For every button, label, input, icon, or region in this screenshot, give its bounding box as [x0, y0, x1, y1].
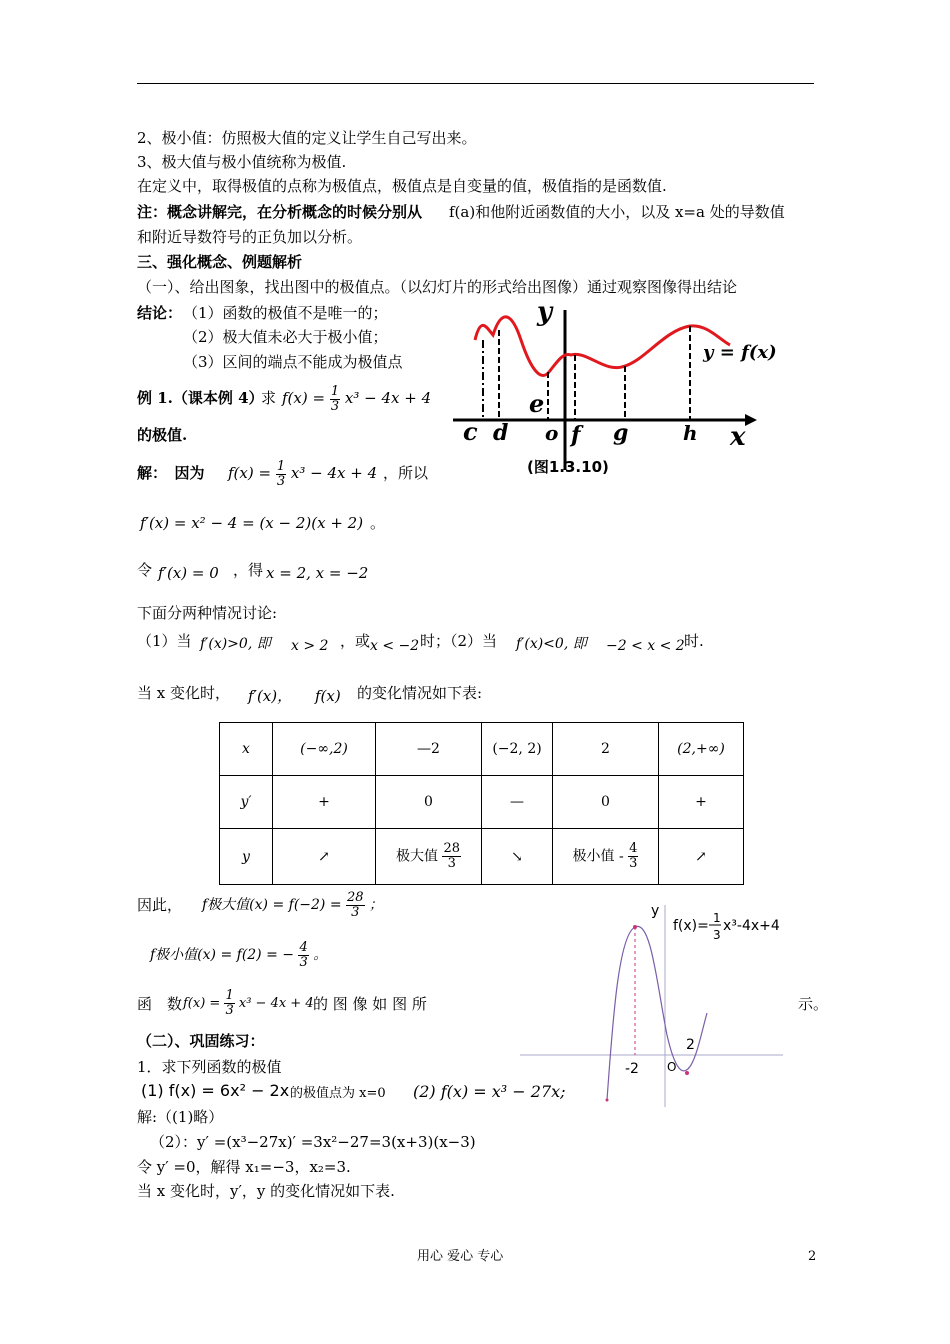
x-axis-arrow	[745, 414, 757, 426]
curve-f	[475, 317, 730, 376]
case-1-d: ，或	[340, 632, 371, 650]
table-cell-max: 极大值 $\frac{28}{3}$	[376, 829, 482, 885]
case-2-b: f′(x)<0, 即	[516, 636, 587, 652]
solution-label: 解： 因为	[137, 464, 205, 482]
practice-1: 1．求下列函数的极值	[137, 1058, 282, 1076]
example-1-end: 的极值.	[137, 426, 188, 444]
figure-cubic-graph	[515, 895, 790, 1110]
line-note-cont: 和附近导数符号的正负加以分析。	[137, 228, 363, 246]
conclusion-label: 结论：	[137, 304, 183, 322]
fmin-expr: f极小值(x) = f(2) = − $\frac{4}{3}$ 。	[150, 939, 328, 970]
when-b: f′(x)，	[248, 687, 293, 705]
footer-center: 用心 爱心 专心	[417, 1249, 504, 1264]
line-note-bold: 注：概念讲解完，在分析概念的时候分别从	[137, 203, 423, 221]
line-part-one: （一）、给出图象，找出图中的极值点。（以幻灯片的形式给出图像）通过观察图像得出结论	[137, 278, 738, 296]
section-heading-3: 三、强化概念、例题解析	[137, 253, 303, 271]
figure-extrema-graph	[445, 300, 785, 485]
ling-label: 令	[137, 561, 153, 579]
graph-sentence-fx: f(x) = $\frac{1}{3}$ x³ − 4x + 4	[183, 988, 314, 1018]
line-definition-note: 在定义中，取得极值的点称为极值点，极值点是自变量的值，极值指的是函数值.	[137, 177, 667, 195]
when-c: f(x)	[315, 687, 341, 705]
table-cell: —2	[376, 723, 482, 776]
roots: x = 2, x = −2	[266, 564, 369, 582]
example-1-ask: 求	[261, 389, 277, 407]
derivative-line: f′(x) = x² − 4 = (x − 2)(x + 2)	[140, 514, 364, 532]
case-1-f: 时；（2）当	[420, 632, 498, 650]
fig1-point-c: c	[463, 417, 478, 446]
derivative-end: 。	[370, 514, 386, 532]
fig1-point-f: f	[571, 422, 581, 448]
fig1-point-d: d	[493, 420, 509, 446]
conclusion-2: （2）极大值未必大于极小值；	[183, 328, 388, 346]
table-row	[220, 829, 744, 885]
solution-2-step-3: 当 x 变化时，y′，y 的变化情况如下表.	[137, 1182, 395, 1200]
fig2-curve	[607, 926, 707, 1100]
fig1-point-h: h	[683, 421, 698, 445]
case-1-e: x < −2	[370, 638, 420, 654]
ling-eq: f′(x) = 0	[158, 564, 219, 582]
case-1-a: （1）当	[137, 632, 192, 650]
table-cell: x	[220, 723, 273, 776]
fig1-ylabel: y	[537, 300, 553, 327]
fmax-expr: f极大值(x) = f(−2) = $\frac{28}{3}$ ；	[202, 889, 384, 920]
graph-sentence-b: 的 图 像 如 图 所	[313, 995, 427, 1013]
line-extremum-def: 3、极大值与极小值统称为极值.	[137, 153, 347, 171]
table-row	[220, 723, 744, 776]
fig1-point-e: e	[529, 389, 545, 418]
line-note-rest: f(a)和他附近函数值的大小，以及 x=a 处的导数值	[449, 203, 785, 221]
table-cell: 0	[376, 776, 482, 829]
graph-sentence-a: 函 数	[137, 995, 183, 1013]
table-cell: 0	[553, 776, 659, 829]
example-1-label: 例 1.（课本例 4）	[137, 389, 264, 407]
solution-so: ，所以	[383, 464, 429, 482]
conclusion-1: （1）函数的极值不是唯一的；	[183, 304, 388, 322]
fig1-point-g: g	[613, 420, 629, 446]
footer-page-number: 2	[808, 1249, 817, 1264]
table-cell: 2	[553, 723, 659, 776]
table-cell: y′	[220, 776, 273, 829]
case-2-d: 时.	[684, 632, 704, 650]
case-2-c: −2 < x < 2	[606, 638, 685, 654]
fig1-xlabel: x	[730, 422, 746, 452]
table-cell: (2,+∞)	[659, 723, 744, 776]
table-cell: y	[220, 829, 273, 885]
table-cell-min: 极小值 - $\frac{4}{3}$	[553, 829, 659, 885]
table-cell: ↗	[273, 829, 376, 885]
fig2-origin: O	[667, 1060, 677, 1074]
fig2-tick-2: 2	[686, 1037, 695, 1053]
practice-1-item-1-note: 的极值点为 x=0	[290, 1086, 386, 1101]
variation-table	[219, 722, 744, 885]
line-minimum-def: 2、极小值：仿照极大值的定义让学生自己写出来。	[137, 129, 477, 147]
solution-fx: f(x) = $\frac{1}{3}$ x³ − 4x + 4	[228, 458, 378, 489]
fig1-point-o: o	[545, 421, 559, 445]
table-cell: ↗	[659, 829, 744, 885]
conclusion-3: （3）区间的端点不能成为极值点	[183, 353, 403, 371]
two-cases: 下面分两种情况讨论:	[137, 604, 278, 622]
table-cell: +	[659, 776, 744, 829]
table-cell: (−∞,2)	[273, 723, 376, 776]
de-label: ，得	[233, 561, 264, 579]
when-a: 当 x 变化时，	[137, 684, 230, 702]
practice-1-item-2: (2) f(x) = x³ − 27x;	[413, 1082, 566, 1101]
graph-sentence-c: 示。	[798, 995, 829, 1013]
fig2-ylabel: y	[651, 903, 660, 919]
fig1-caption: (图1.3.10)	[527, 458, 609, 476]
section-practice: （二）、巩固练习：	[137, 1032, 265, 1050]
fig1-fn-label: y = f(x)	[703, 342, 777, 363]
example-1-fx: f(x) = $\frac{1}{3}$ x³ − 4x + 4	[282, 383, 432, 414]
therefore-label: 因此，	[137, 896, 183, 914]
fig2-title-rest: x³-4x+4	[723, 918, 780, 934]
case-1-b: f′(x)>0, 即	[200, 636, 271, 652]
fig2-tick-neg2: -2	[625, 1061, 639, 1077]
table-cell: (−2, 2)	[482, 723, 553, 776]
fig2-title: f(x)=	[673, 918, 709, 934]
header-rule	[137, 83, 814, 84]
fig2-title-num: 1	[713, 911, 721, 925]
table-cell: +	[273, 776, 376, 829]
solution-2-label: 解:（(1)略）	[137, 1108, 224, 1126]
solution-2-step-2: 令 y′ =0，解得 x₁=−3，x₂=3.	[137, 1158, 351, 1176]
fig2-title-den: 3	[713, 928, 721, 942]
case-1-c: x > 2	[291, 638, 329, 654]
solution-2-step-1: （2）：y′ =(x³−27x)′ =3x²−27=3(x+3)(x−3)	[150, 1133, 476, 1151]
when-d: 的变化情况如下表:	[357, 684, 483, 702]
table-cell: ↘	[482, 829, 553, 885]
table-row	[220, 776, 744, 829]
practice-1-item-1: (1) f(x) = 6x² − 2x	[141, 1081, 290, 1100]
table-cell: —	[482, 776, 553, 829]
